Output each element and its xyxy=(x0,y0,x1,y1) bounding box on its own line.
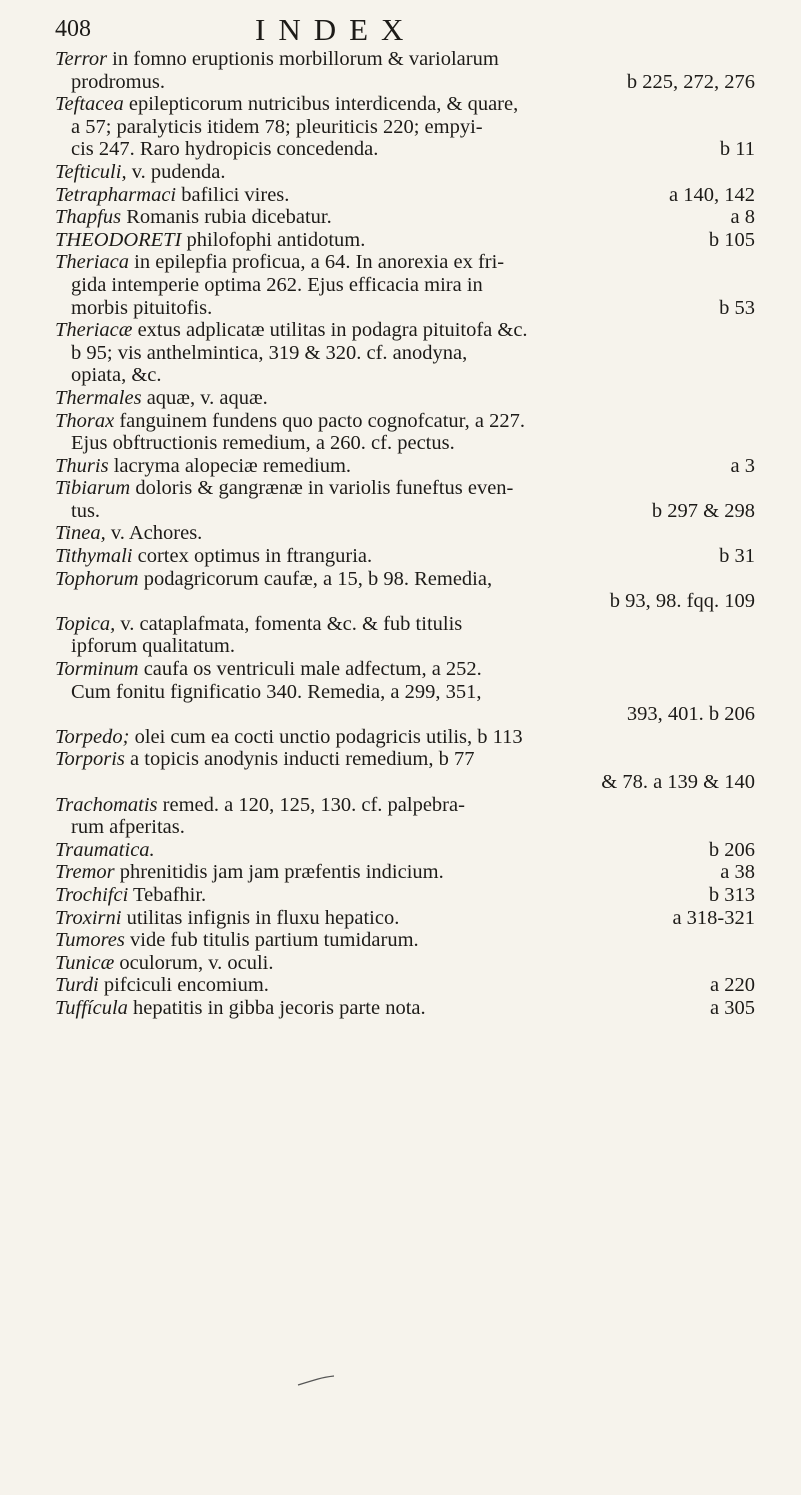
index-entry xyxy=(55,48,755,93)
entry-reference: b 53 xyxy=(713,297,755,320)
index-entry xyxy=(55,251,755,319)
entry-text: cis 247. Raro hydropicis concedenda. xyxy=(71,138,379,161)
entry-reference: & 78. a 139 & 140 xyxy=(595,771,755,794)
entry-text: Theriaca in epilepfia proficua, a 64. In anorexia ex fri- xyxy=(55,251,505,274)
index-entry xyxy=(55,929,755,952)
entry-line xyxy=(55,93,755,116)
entry-text: Thorax fanguinem fundens quo pacto cognofcatur, a 227. xyxy=(55,409,525,432)
entry-text: tus. xyxy=(71,499,101,522)
entry-line xyxy=(55,907,755,930)
entry-headword: Thuris xyxy=(55,454,109,477)
index-entry xyxy=(55,613,755,658)
entry-reference: b 31 xyxy=(713,545,755,568)
entry-line xyxy=(55,929,755,952)
entry-line xyxy=(55,816,755,839)
entry-line xyxy=(55,410,755,433)
entry-line xyxy=(55,839,755,862)
entry-line xyxy=(55,432,755,455)
entry-line xyxy=(55,116,755,139)
entry-headword: Terror xyxy=(55,48,108,70)
entry-line xyxy=(55,387,755,410)
entry-text: gida intemperie optima 262. Ejus efficacia mira in xyxy=(71,273,483,296)
entry-text: opiata, &c. xyxy=(71,364,162,387)
entry-text: Thapfus Romanis rubia dicebatur. xyxy=(55,206,332,229)
entry-headword: THEODORETI xyxy=(55,228,182,251)
entry-text: ipforum qualitatum. xyxy=(71,635,235,658)
entry-reference: a 3 xyxy=(725,455,755,478)
entry-line xyxy=(55,748,755,771)
index-entry xyxy=(55,184,755,207)
index-entry xyxy=(55,907,755,930)
entry-line xyxy=(55,771,755,794)
entry-line xyxy=(55,681,755,704)
entry-line xyxy=(55,500,755,523)
entry-line xyxy=(55,703,755,726)
entry-line xyxy=(55,952,755,975)
entry-line xyxy=(55,229,755,252)
entry-headword: Tinea, xyxy=(55,522,106,545)
index-entry xyxy=(55,748,755,793)
entry-text: Trochifci Tebafhir. xyxy=(55,883,207,906)
entry-text: Thuris lacryma alopeciæ remedium. xyxy=(55,454,352,477)
ink-mark xyxy=(296,1375,336,1387)
index-entry xyxy=(55,861,755,884)
entry-line xyxy=(55,794,755,817)
entry-line xyxy=(55,884,755,907)
entry-headword: Tuffícula xyxy=(55,996,128,1019)
entry-headword: Tremor xyxy=(55,861,115,884)
entry-reference: a 8 xyxy=(725,206,755,229)
entry-text: Ejus obftructionis remedium, a 260. cf. pectus. xyxy=(71,432,455,455)
entry-text: Tremor phrenitidis jam jam præfentis indicium. xyxy=(55,861,444,884)
entry-line xyxy=(55,184,755,207)
entry-text: Theriacæ extus adplicatæ utilitas in podagra pituitofa &c. xyxy=(55,319,528,342)
entry-line xyxy=(55,319,755,342)
entry-headword: Trachomatis xyxy=(55,793,158,816)
entry-line xyxy=(55,635,755,658)
entry-line xyxy=(55,274,755,297)
entry-reference: a 318-321 xyxy=(666,907,755,930)
entry-reference: b 297 & 298 xyxy=(646,500,755,523)
entry-line xyxy=(55,297,755,320)
index-entry xyxy=(55,93,755,161)
index-entry xyxy=(55,545,755,568)
entry-headword: Teftacea xyxy=(55,93,124,116)
entry-headword: Traumatica. xyxy=(55,838,155,861)
index-entry xyxy=(55,794,755,839)
entry-headword: Thorax xyxy=(55,409,115,432)
entry-text: Tetrapharmaci bafilici vires. xyxy=(55,183,290,206)
entry-headword: Trochifci xyxy=(55,883,129,906)
entry-line xyxy=(55,613,755,636)
entry-reference: b 11 xyxy=(714,138,755,161)
entry-line xyxy=(55,568,755,591)
entry-text: Cum fonitu fignificatio 340. Remedia, a 299, 351, xyxy=(71,680,482,703)
entry-line xyxy=(55,342,755,365)
entry-line xyxy=(55,455,755,478)
entry-line xyxy=(55,522,755,545)
entry-line xyxy=(55,364,755,387)
entry-line xyxy=(55,726,755,749)
entry-reference: a 220 xyxy=(704,974,755,997)
index-entry xyxy=(55,974,755,997)
entry-headword: Thermales xyxy=(55,386,142,409)
entry-text: Torpedo; olei cum ea cocti unctio podagricis utilis, b 113 xyxy=(55,725,523,748)
index-entry xyxy=(55,839,755,862)
entry-reference: b 93, 98. fqq. 109 xyxy=(604,590,755,613)
entry-reference: b 313 xyxy=(703,884,755,907)
entry-text: Torporis a topicis anodynis inducti remedium, b 77 xyxy=(55,748,475,771)
entry-headword: Torminum xyxy=(55,658,139,681)
entry-line xyxy=(55,590,755,613)
entry-line xyxy=(55,974,755,997)
entry-text: Tinea, v. Achores. xyxy=(55,522,203,545)
entry-text: Thermales aquæ, v. aquæ. xyxy=(55,386,268,409)
entry-line xyxy=(55,161,755,184)
index-entry xyxy=(55,658,755,726)
entry-text: morbis pituitofis. xyxy=(71,296,213,319)
entry-headword: Tefticuli, xyxy=(55,160,127,183)
entry-text: Tefticuli, v. pudenda. xyxy=(55,160,226,183)
entry-line xyxy=(55,206,755,229)
entry-text: Tunicæ oculorum, v. oculi. xyxy=(55,951,274,974)
entry-text: Tibiarum doloris & gangrænæ in variolis funeftus even- xyxy=(55,477,514,500)
entry-headword: Torporis xyxy=(55,748,125,771)
index-entry xyxy=(55,952,755,975)
entry-headword: Tunicæ xyxy=(55,951,115,974)
entry-text: Tumores vide fub titulis partium tumidarum. xyxy=(55,929,419,952)
entry-headword: Turdi xyxy=(55,974,99,997)
entry-text: rum afperitas. xyxy=(71,816,185,839)
entry-text: Terror in fomno eruptionis morbillorum & variolarum xyxy=(55,48,499,70)
index-entry xyxy=(55,387,755,410)
entry-line xyxy=(55,477,755,500)
entry-reference: a 140, 142 xyxy=(663,184,755,207)
entry-headword: Theriaca xyxy=(55,251,130,274)
entry-line xyxy=(55,138,755,161)
entry-line xyxy=(55,545,755,568)
index-entry xyxy=(55,161,755,184)
index-entries xyxy=(55,48,755,1020)
entry-headword: Troxirni xyxy=(55,906,122,929)
entry-text: Tuffícula hepatitis in gibba jecoris parte nota. xyxy=(55,996,426,1019)
page-number: 408 xyxy=(55,16,91,42)
index-entry xyxy=(55,410,755,455)
entry-reference: 393, 401. b 206 xyxy=(621,703,755,726)
entry-headword: Tetrapharmaci xyxy=(55,183,177,206)
entry-text: Tithymali cortex optimus in ftranguria. xyxy=(55,545,373,568)
entry-headword: Thapfus xyxy=(55,206,122,229)
entry-text: Troxirni utilitas infignis in fluxu hepatico. xyxy=(55,906,400,929)
index-entry xyxy=(55,997,755,1020)
page-header xyxy=(55,12,755,46)
index-entry xyxy=(55,884,755,907)
index-entry xyxy=(55,455,755,478)
entry-text: THEODORETI philofophi antidotum. xyxy=(55,228,366,251)
index-entry xyxy=(55,568,755,613)
entry-text xyxy=(55,839,155,861)
entry-reference: a 305 xyxy=(704,997,755,1020)
entry-text: Topica, v. cataplafmata, fomenta &c. & fub titulis xyxy=(55,612,463,635)
entry-text: Tophorum podagricorum caufæ, a 15, b 98. Remedia, xyxy=(55,567,493,590)
running-title: INDEX xyxy=(255,12,417,47)
entry-line xyxy=(55,251,755,274)
entry-text: Trachomatis remed. a 120, 125, 130. cf. palpebra- xyxy=(55,793,465,816)
entry-reference: b 225, 272, 276 xyxy=(621,71,755,94)
entry-text: Torminum caufa os ventriculi male adfectum, a 252. xyxy=(55,658,482,681)
entry-text: b 95; vis anthelmintica, 319 & 320. cf. anodyna, xyxy=(71,341,468,364)
entry-headword: Tithymali xyxy=(55,545,133,568)
entry-headword: Torpedo; xyxy=(55,725,130,748)
entry-reference: b 206 xyxy=(703,839,755,862)
index-entry xyxy=(55,319,755,387)
index-entry xyxy=(55,726,755,749)
entry-headword: Tibiarum xyxy=(55,477,131,500)
entry-reference: b 105 xyxy=(703,229,755,252)
entry-headword: Tumores xyxy=(55,929,125,952)
entry-headword: Topica, xyxy=(55,612,116,635)
entry-text: Turdi pifciculi encomium. xyxy=(55,974,269,997)
entry-line xyxy=(55,71,755,94)
entry-text: a 57; paralyticis itidem 78; pleuriticis 220; empyi- xyxy=(71,115,483,138)
index-entry xyxy=(55,477,755,522)
entry-text: prodromus. xyxy=(71,70,165,93)
entry-headword: Theriacæ xyxy=(55,319,133,342)
index-entry xyxy=(55,229,755,252)
index-entry xyxy=(55,206,755,229)
entry-reference: a 38 xyxy=(714,861,755,884)
entry-line xyxy=(55,997,755,1020)
entry-headword: Tophorum xyxy=(55,567,139,590)
entry-line xyxy=(55,48,755,71)
entry-line xyxy=(55,658,755,681)
entry-line xyxy=(55,861,755,884)
index-entry xyxy=(55,522,755,545)
entry-text: Teftacea epilepticorum nutricibus interdicenda, & quare, xyxy=(55,93,519,116)
